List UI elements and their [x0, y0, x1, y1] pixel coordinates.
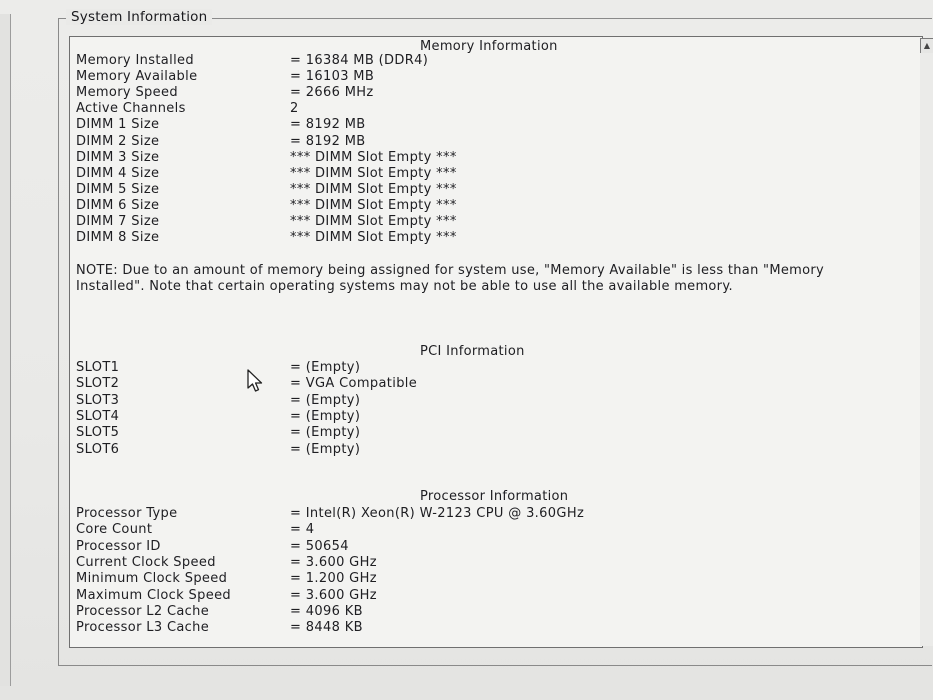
- memory-label: DIMM 6 Size: [76, 197, 160, 213]
- memory-note: NOTE: Due to an amount of memory being assigned for system use, "Memory Available" is less than "Memory Installed". Note that certain operating systems may not be able to use all the available memory.: [76, 263, 824, 295]
- processor-value: = 3.600 GHz: [290, 587, 377, 603]
- pci-slot-label: SLOT2: [76, 376, 120, 392]
- memory-value: = 16103 MB: [290, 69, 375, 85]
- memory-label: Memory Speed: [76, 85, 178, 101]
- memory-label: DIMM 2 Size: [76, 133, 160, 149]
- processor-section-header: Processor Information: [420, 489, 569, 504]
- group-title: System Information: [66, 9, 212, 25]
- memory-value: = 8192 MB: [290, 133, 366, 149]
- processor-label: Core Count: [76, 522, 153, 538]
- memory-value: = 16384 MB (DDR4): [290, 53, 429, 68]
- scroll-up-arrow-icon[interactable]: ▲: [920, 38, 933, 54]
- pci-slot-value: = (Empty): [290, 425, 361, 441]
- mouse-pointer-icon: [246, 369, 266, 395]
- pci-slot-label: SLOT5: [76, 425, 120, 441]
- memory-value: = 8192 MB: [290, 117, 366, 133]
- processor-label: Processor L2 Cache: [76, 603, 210, 619]
- processor-label: Current Clock Speed: [76, 554, 216, 570]
- pci-slot-value: = (Empty): [290, 360, 361, 375]
- processor-value: = 1.200 GHz: [290, 571, 377, 587]
- processor-label: Minimum Clock Speed: [76, 571, 228, 587]
- pci-slot-label: SLOT3: [76, 392, 120, 408]
- processor-value: = 8448 KB: [290, 620, 363, 636]
- pci-slot-value: = VGA Compatible: [290, 376, 418, 392]
- processor-label: Processor ID: [76, 538, 161, 554]
- memory-value: *** DIMM Slot Empty ***: [290, 181, 457, 197]
- pci-slot-label: SLOT6: [76, 441, 120, 457]
- processor-value: = 50654: [290, 538, 349, 554]
- memory-label: DIMM 3 Size: [76, 149, 160, 165]
- scrollbar-track[interactable]: [920, 53, 933, 646]
- memory-label: Memory Available: [76, 69, 198, 85]
- memory-value: 2: [290, 101, 299, 117]
- memory-label: DIMM 4 Size: [76, 165, 160, 181]
- processor-label: Maximum Clock Speed: [76, 587, 232, 603]
- pci-slot-label: SLOT4: [76, 408, 120, 424]
- memory-value: *** DIMM Slot Empty ***: [290, 165, 457, 181]
- pci-slot-label: SLOT1: [76, 360, 120, 375]
- memory-section-header: Memory Information: [420, 39, 558, 54]
- memory-label: Memory Installed: [76, 53, 194, 68]
- left-panel-edge: [0, 14, 11, 686]
- pci-slot-value: = (Empty): [290, 392, 361, 408]
- memory-value: = 2666 MHz: [290, 85, 374, 101]
- memory-value: *** DIMM Slot Empty ***: [290, 149, 457, 165]
- processor-value: = 4096 KB: [290, 603, 363, 619]
- memory-value: *** DIMM Slot Empty ***: [290, 214, 457, 229]
- processor-value: = 4: [290, 522, 315, 538]
- memory-value: *** DIMM Slot Empty ***: [290, 197, 457, 213]
- pci-section-header: PCI Information: [420, 344, 525, 359]
- processor-value: = Intel(R) Xeon(R) W-2123 CPU @ 3.60GHz: [290, 506, 585, 521]
- memory-label: Active Channels: [76, 101, 186, 117]
- memory-label: DIMM 7 Size: [76, 214, 160, 229]
- processor-label: Processor Type: [76, 506, 178, 521]
- memory-value: *** DIMM Slot Empty ***: [290, 230, 457, 246]
- memory-label: DIMM 5 Size: [76, 181, 160, 197]
- processor-value: = 3.600 GHz: [290, 554, 377, 570]
- system-information-panel[interactable]: [69, 36, 923, 648]
- processor-label: Processor L3 Cache: [76, 620, 210, 636]
- pci-slot-value: = (Empty): [290, 441, 361, 457]
- memory-label: DIMM 1 Size: [76, 117, 160, 133]
- pci-slot-value: = (Empty): [290, 408, 361, 424]
- memory-label: DIMM 8 Size: [76, 230, 160, 246]
